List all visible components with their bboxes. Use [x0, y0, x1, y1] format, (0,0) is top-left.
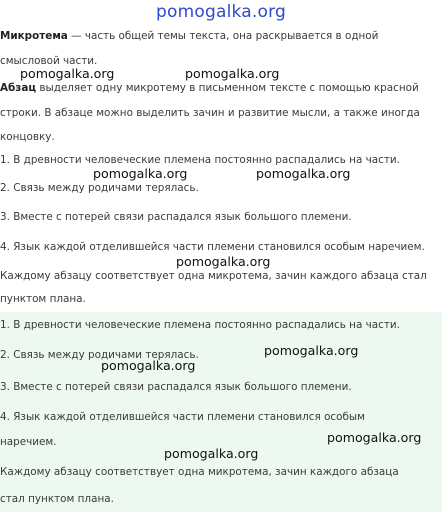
- watermark: pomogalka.org: [101, 358, 196, 373]
- watermark: pomogalka.org: [93, 166, 188, 181]
- summary-line-2: пунктом плана.: [0, 293, 86, 305]
- list-item-2: 2. Связь между родичами терялась.: [0, 182, 199, 194]
- definition-mikrotema-line2: смысловой части.: [0, 55, 98, 67]
- highlighted-list-item-4-line1: 4. Язык каждой отделившейся части племени становился особым: [0, 411, 365, 423]
- definition-abzac-text: выделяет одну микротему в письменном тексте с помощью красной: [36, 82, 419, 94]
- term-mikrotema: Микротема: [0, 30, 68, 42]
- site-watermark-header: pomogalka.org: [156, 2, 286, 22]
- highlighted-list-item-4-line2: наречием.: [0, 436, 57, 448]
- definition-abzac-line2: строки. В абзаце можно выделить зачин и развитие мысли, а также иногда: [0, 107, 420, 119]
- highlighted-list-item-3: 3. Вместе с потерей связи распадался язык большого племени.: [0, 381, 352, 393]
- term-abzac: Абзац: [0, 82, 37, 94]
- definition-abzac-line1: [0, 78, 436, 99]
- definition-mikrotema-text: — часть общей темы текста, она раскрывается в одной: [67, 30, 379, 42]
- list-item-3: 3. Вместе с потерей связи распадался язык большого племени.: [0, 211, 352, 223]
- highlighted-list-item-2: 2. Связь между родичами терялась.: [0, 349, 199, 361]
- definition-mikrotema-line1: [0, 26, 436, 47]
- watermark: pomogalka.org: [264, 343, 359, 358]
- watermark: pomogalka.org: [20, 66, 115, 81]
- watermark: pomogalka.org: [185, 66, 280, 81]
- summary-line-1: Каждому абзацу соответствует одна микротема, зачин каждого абзаца стал: [0, 270, 427, 282]
- watermark: pomogalka.org: [327, 430, 422, 445]
- highlighted-list-item-1: 1. В древности человеческие племена постоянно распадались на части.: [0, 319, 400, 331]
- definition-abzac-line3: концовку.: [0, 131, 55, 143]
- watermark: pomogalka.org: [176, 254, 271, 269]
- highlighted-summary-line-2: стал пунктом плана.: [0, 493, 114, 505]
- watermark: pomogalka.org: [256, 166, 351, 181]
- list-item-1: 1. В древности человеческие племена постоянно распадались на части.: [0, 154, 400, 166]
- list-item-4: 4. Язык каждой отделившейся части племени становился особым наречием.: [0, 241, 425, 253]
- watermark: pomogalka.org: [164, 446, 259, 461]
- highlighted-summary-line-1: Каждому абзацу соответствует одна микротема, зачин каждого абзаца: [0, 466, 399, 478]
